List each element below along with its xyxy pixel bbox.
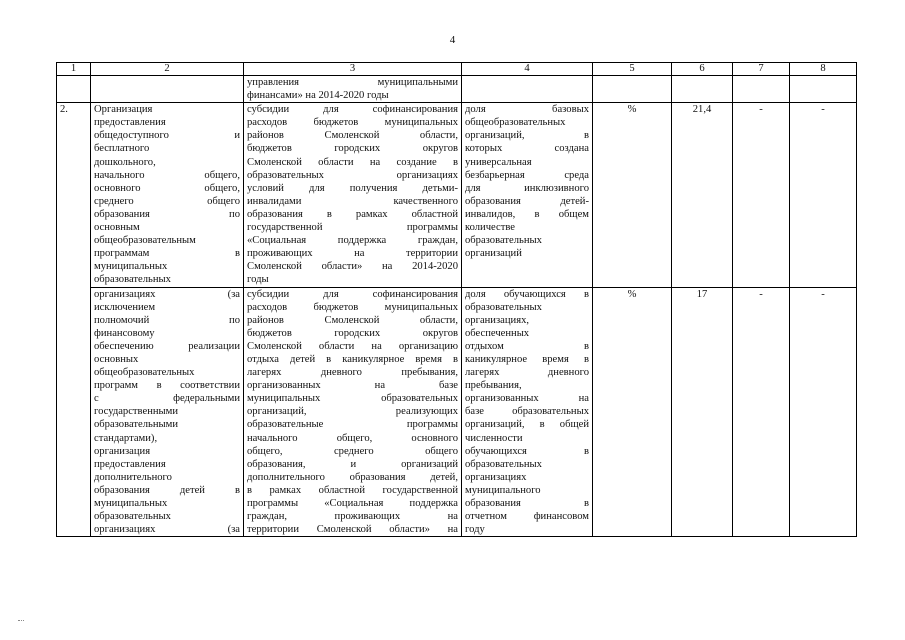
value-dash: -	[790, 103, 857, 287]
text-line: инвалидов, в общем	[465, 208, 589, 220]
page-number: 4	[449, 34, 456, 46]
text-line: субсидии для софинансирования	[247, 288, 458, 300]
text-line: численности	[465, 432, 523, 444]
text-line: доля базовых	[465, 104, 589, 116]
text-line: образовательных организациях	[247, 169, 458, 181]
text-line: лагерях дневного	[465, 367, 589, 379]
text-line: проживающих на территории	[247, 248, 458, 260]
column-header: 6	[672, 63, 733, 76]
text-line: каникулярное время в	[465, 353, 589, 365]
text-line: образовательных	[465, 301, 542, 313]
text-line: для инклюзивного	[465, 182, 589, 194]
text-line: общеобразовательным	[94, 235, 196, 247]
indicator-description	[462, 287, 593, 537]
text-line: программы «Социальная поддержка	[247, 498, 458, 509]
text-line: государственной программы	[247, 222, 458, 234]
column-header: 5	[593, 63, 672, 76]
column-header: 8	[790, 63, 857, 76]
column-header: 3	[244, 63, 462, 76]
value-dash: -	[733, 287, 790, 537]
text-line: основным	[94, 222, 140, 234]
text-line: финансовому	[94, 327, 155, 339]
text-line: образовательных	[94, 274, 171, 286]
text-line: отдыха детей в каникулярное время в	[247, 353, 458, 365]
text-line: организаций, реализующих	[247, 406, 458, 418]
text-line: образовательные программы	[247, 419, 458, 431]
subsidy-description	[244, 103, 462, 287]
text-line: годы	[247, 274, 269, 286]
text-line: районов Смоленской области,	[247, 130, 458, 142]
unit-value: %	[593, 103, 672, 287]
activity-name-part2	[91, 287, 244, 537]
text-line: муниципальных	[94, 261, 168, 273]
text-line: Смоленской области на организацию	[247, 340, 458, 352]
text-line: образования, и организаций	[247, 458, 458, 470]
text-line: образовательных	[465, 458, 542, 470]
text-line: начального общего,	[94, 169, 240, 181]
table-cell	[57, 76, 91, 103]
text-line: отчетном финансовом	[465, 511, 589, 523]
text-line: образования детей-	[465, 195, 589, 207]
text-line: организация	[94, 445, 151, 457]
activity-name-part1	[91, 103, 244, 287]
text-line: основного общего,	[94, 182, 240, 194]
text-line: общего, среднего общего	[247, 445, 458, 457]
column-header: 2	[91, 63, 244, 76]
table-cell	[733, 76, 790, 103]
column-header: 7	[733, 63, 790, 76]
text-line: стандартами),	[94, 432, 158, 444]
text-line: бюджетов городских округов	[247, 143, 458, 155]
table-row	[57, 103, 857, 287]
text-line: общеобразовательных	[465, 117, 566, 129]
unit-value: %	[593, 287, 672, 537]
subsidy-description	[244, 287, 462, 537]
text-line: образовательных	[94, 511, 171, 523]
text-line: обучающихся в	[465, 445, 589, 457]
text-line: обеспечению реализации	[94, 340, 240, 352]
scan-artifact	[18, 620, 24, 622]
text-line: муниципальных образовательных	[247, 393, 458, 405]
text-line: предоставления	[94, 458, 166, 470]
text-line: предоставления	[94, 117, 166, 129]
text-line: образовательными	[94, 419, 179, 431]
column-number-row	[57, 63, 857, 76]
text-line: лагерях дневного пребывания,	[247, 367, 458, 379]
text-line: организациях,	[465, 314, 530, 326]
text-line: расходов бюджетов муниципальных	[247, 117, 458, 129]
table-cell	[462, 76, 593, 103]
target-value: 21,4	[672, 103, 733, 287]
row-number: 2.	[57, 103, 91, 537]
text-line: образования в	[465, 498, 589, 509]
text-line: году	[465, 524, 485, 536]
text-line: организациях (за	[94, 524, 240, 536]
text-line: пребывания,	[465, 380, 522, 392]
table-cell	[672, 76, 733, 103]
text-line: государственными	[94, 406, 179, 418]
text-line: универсальная	[465, 156, 532, 168]
text-line: территории Смоленской области» на	[247, 524, 458, 536]
text-line: программам в	[94, 248, 240, 260]
text-line: количестве	[465, 222, 515, 234]
table-cell	[91, 76, 244, 103]
text-line: районов Смоленской области,	[247, 314, 458, 326]
text-line: инвалидами качественного	[247, 195, 458, 207]
text-line: общедоступного и	[94, 130, 240, 142]
indicator-description	[462, 103, 593, 287]
text-line: общеобразовательных	[94, 367, 195, 379]
text-line: управления муниципальными	[247, 77, 458, 88]
text-line: бюджетов городских округов	[247, 327, 458, 339]
value-dash: -	[733, 103, 790, 287]
text-line: «Социальная поддержка граждан,	[247, 235, 458, 247]
text-line: граждан, проживающих на	[247, 511, 458, 523]
text-line: расходов бюджетов муниципальных	[247, 301, 458, 313]
column-header: 1	[57, 63, 91, 76]
text-line: организациях (за	[94, 288, 240, 300]
indicators-table	[56, 62, 857, 537]
text-line: безбарьерная среда	[465, 169, 589, 181]
text-line: обеспеченных	[465, 327, 530, 339]
text-line: полномочий по	[94, 314, 240, 326]
text-line: в рамках областной государственной	[247, 484, 458, 496]
text-line: муниципальных	[94, 498, 168, 509]
text-line: организациях	[465, 471, 527, 483]
text-line: программ в соответствии	[94, 380, 240, 392]
text-line: Смоленской области на создание в	[247, 156, 458, 168]
text-line: Организация	[94, 104, 153, 116]
value-dash: -	[790, 287, 857, 537]
text-line: с федеральными	[94, 393, 240, 405]
text-line: отдыхом в	[465, 340, 589, 352]
text-line: образовательных	[465, 235, 542, 247]
text-line: Смоленской области» на 2014-2020	[247, 261, 458, 273]
text-line: основных	[94, 353, 139, 365]
target-value: 17	[672, 287, 733, 537]
text-line: организаций, в	[465, 130, 589, 142]
text-line: образования по	[94, 208, 240, 220]
text-line: организованных на базе	[247, 380, 458, 392]
text-line: муниципального	[465, 484, 541, 496]
text-line: дополнительного образования детей,	[247, 471, 458, 483]
text-line: дополнительного	[94, 471, 172, 483]
text-line: организаций	[465, 248, 522, 260]
text-line: организованных на	[465, 393, 589, 405]
table-cell	[593, 76, 672, 103]
text-line: исключением	[94, 301, 156, 313]
text-line: финансами» на 2014-2020 годы	[247, 90, 389, 102]
text-line: дошкольного,	[94, 156, 156, 168]
text-line: организаций, в общей	[465, 419, 589, 431]
continuation-text	[244, 76, 462, 103]
column-header: 4	[462, 63, 593, 76]
text-line: условий для получения детьми-	[247, 182, 458, 194]
text-line: начального общего, основного	[247, 432, 458, 444]
text-line: среднего общего	[94, 195, 240, 207]
table-cell	[790, 76, 857, 103]
text-line: базе образовательных	[465, 406, 589, 418]
text-line: образования детей в	[94, 484, 240, 496]
text-line: бесплатного	[94, 143, 150, 155]
text-line: образования в рамках областной	[247, 208, 458, 220]
table-row	[57, 287, 857, 537]
text-line: субсидии для софинансирования	[247, 104, 458, 116]
text-line: доля обучающихся в	[465, 288, 589, 300]
text-line: которых создана	[465, 143, 589, 155]
continuation-row	[57, 76, 857, 103]
